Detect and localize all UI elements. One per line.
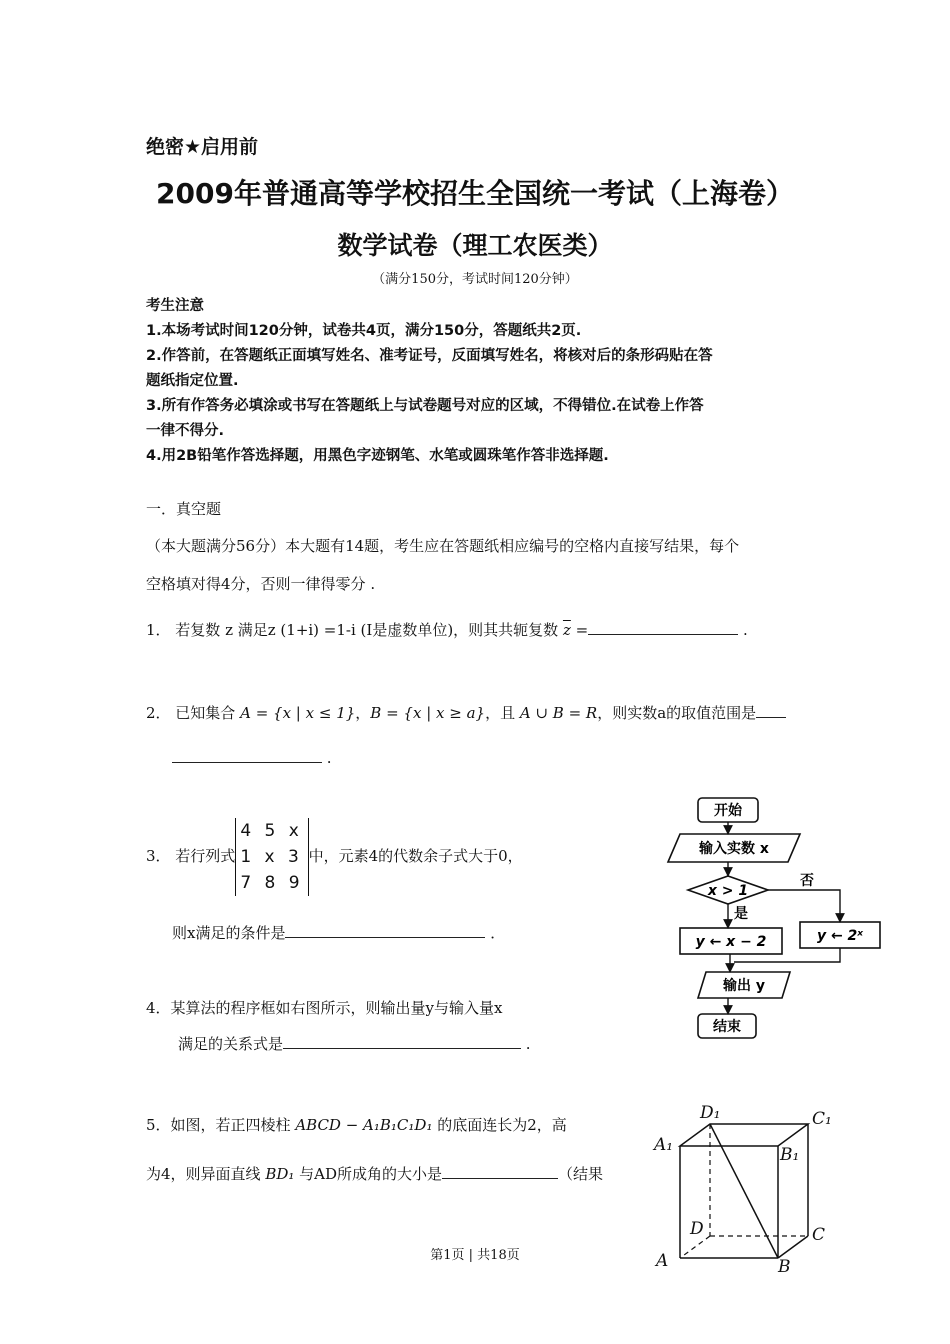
notice-item: 4.用2B铅笔作答选择题，用黑色字迹钢笔、水笔或圆珠笔作答非选择题. xyxy=(146,448,609,464)
flow-yes-branch-label: y ← x − 2 xyxy=(695,934,767,950)
q3-end: ． xyxy=(485,924,506,942)
q2-suffix: ，则实数a的取值范围是 xyxy=(597,704,757,722)
vertex-a1: A₁ xyxy=(654,1135,674,1155)
det-row: 7 8 9 xyxy=(240,873,304,893)
det-row: 4 5 x xyxy=(240,821,303,841)
q1-text: 1． 若复数 z 满足z (1+i) =1-i (I是虚数单位)，则其共轭复数 xyxy=(146,621,563,639)
q2-end: . xyxy=(322,749,332,767)
answer-blank[interactable] xyxy=(285,923,485,938)
q5-line2-end: （结果 xyxy=(558,1165,604,1183)
vertex-c: C xyxy=(812,1225,826,1245)
flow-end-label: 结束 xyxy=(713,1019,741,1035)
vertex-b: B xyxy=(778,1257,791,1274)
question-2-line2 xyxy=(172,748,332,767)
question-4-line2 xyxy=(178,1033,531,1054)
set-b: B = {x | x ≥ a} xyxy=(370,704,486,722)
flow-condition-label: x > 1 xyxy=(707,883,749,899)
bd1-line: BD₁ xyxy=(265,1165,295,1183)
notice-item: 一律不得分. xyxy=(146,423,225,439)
notice-item: 2.作答前，在答题纸正面填写姓名、准考证号，反面填写姓名，将核对后的条形码贴在答 xyxy=(146,348,713,364)
z-bar: $\overline{z}$ xyxy=(562,621,571,639)
q3-suffix: 中，元素4的代数余子式大于0， xyxy=(308,847,523,865)
union-expr: A ∪ B = R xyxy=(519,704,598,722)
page-footer: 第1页 | 共18页 xyxy=(430,1248,520,1263)
vertex-d: D xyxy=(690,1219,704,1239)
question-5-line2 xyxy=(146,1163,603,1184)
flow-input-label: 输入实数 x xyxy=(699,841,769,857)
determinant xyxy=(235,818,308,896)
q3-prefix: 3． 若行列式 xyxy=(146,847,236,865)
question-5 xyxy=(146,1114,567,1135)
question-2 xyxy=(146,702,786,723)
vertex-c1: C₁ xyxy=(812,1109,832,1129)
q1-eq: = xyxy=(570,621,589,639)
flow-no-label: 否 xyxy=(800,873,814,889)
q5-line2-prefix: 为4，则异面直线 xyxy=(146,1165,266,1183)
vertex-b1: B₁ xyxy=(780,1145,800,1165)
question-3-line2 xyxy=(172,922,505,943)
notice-heading: 考生注意 xyxy=(146,298,204,314)
question-3 xyxy=(146,818,523,896)
q5-line2-suffix: 与AD所成角的大小是 xyxy=(294,1165,443,1183)
flowchart-diagram xyxy=(650,790,890,1050)
answer-blank[interactable] xyxy=(172,748,322,763)
notice-item: 题纸指定位置. xyxy=(146,373,239,389)
q2-sep: ， xyxy=(355,704,371,722)
q5-suffix: 的底面连长为2，高 xyxy=(432,1116,567,1134)
answer-blank[interactable] xyxy=(756,703,786,718)
vertex-a: A xyxy=(656,1251,669,1271)
section-intro: （本大题满分56分）本大题有14题，考生应在答题纸相应编号的空格内直接写结果，每个 xyxy=(146,537,740,555)
q4-end: . xyxy=(521,1035,531,1053)
q5-prefix: 5．如图，若正四棱柱 xyxy=(146,1116,296,1134)
answer-blank[interactable] xyxy=(588,620,738,635)
question-1 xyxy=(146,619,748,640)
flow-output-label: 输出 y xyxy=(723,978,765,994)
flow-no-branch-label: y ← 2ˣ xyxy=(816,928,864,944)
q2-mid: ，且 xyxy=(485,704,520,722)
vertex-d1: D₁ xyxy=(700,1103,721,1123)
score-time: （满分150分，考试时间120分钟） xyxy=(372,272,578,287)
answer-blank[interactable] xyxy=(283,1034,521,1049)
set-a: A = {x | x ≤ 1} xyxy=(240,704,356,722)
notice-item: 3.所有作答务必填涂或书写在答题纸上与试卷题号对应的区域，不得错位.在试卷上作答 xyxy=(146,398,704,414)
exam-title: 2009年普通高等学校招生全国统一考试（上海卷） xyxy=(156,177,794,210)
section-heading: 一．真空题 xyxy=(146,500,222,518)
q1-end: . xyxy=(738,621,748,639)
prism-name: ABCD − A₁B₁C₁D₁ xyxy=(295,1116,433,1134)
question-4: 4．某算法的程序框如右图所示，则输出量y与输入量x xyxy=(146,999,503,1017)
answer-blank[interactable] xyxy=(442,1164,558,1179)
q4-line2: 满足的关系式是 xyxy=(178,1035,284,1053)
det-row: 1 x 3 xyxy=(240,847,303,867)
section-intro: 空格填对得4分，否则一律得零分 . xyxy=(146,575,376,593)
q2-prefix: 2． 已知集合 xyxy=(146,704,241,722)
exam-subtitle: 数学试卷（理工农医类） xyxy=(337,231,613,260)
q3-line2: 则x满足的条件是 xyxy=(172,924,286,942)
notice-item: 1.本场考试时间120分钟，试卷共4页，满分150分，答题纸共2页. xyxy=(146,323,582,339)
secret-label: 绝密★启用前 xyxy=(146,136,259,158)
flow-start-label: 开始 xyxy=(714,803,742,819)
flow-yes-label: 是 xyxy=(734,906,748,922)
